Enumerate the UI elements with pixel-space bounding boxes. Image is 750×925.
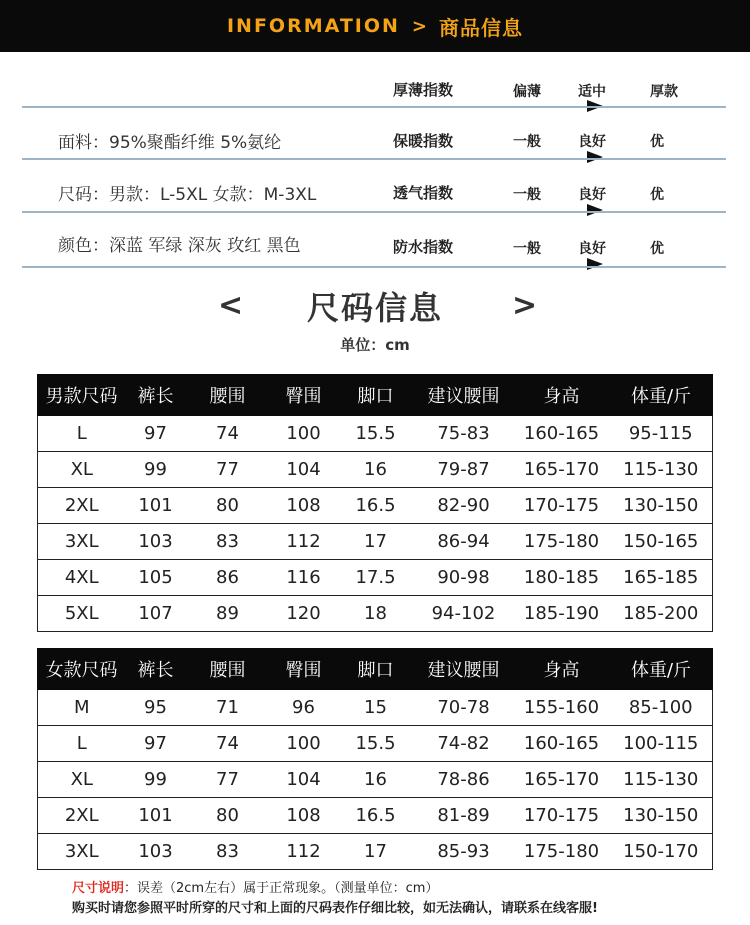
table-cell: 94-102 (414, 596, 514, 632)
table-row (38, 416, 713, 452)
table-row (38, 452, 713, 488)
table-row (38, 488, 713, 524)
table-cell: 160-165 (514, 726, 610, 762)
warmth-level-1: 一般 (513, 134, 541, 150)
mens-size-table (37, 374, 713, 632)
table-cell: L (38, 726, 126, 762)
table-row (38, 834, 713, 870)
table-cell: L (38, 416, 126, 452)
table-cell: 16 (338, 452, 414, 488)
table-cell: 130-150 (610, 488, 713, 524)
chevron-right-icon: > (512, 288, 538, 323)
table-cell: 185-190 (514, 596, 610, 632)
waterproof-index-label: 防水指数 (393, 238, 454, 256)
womens-size-table (37, 648, 713, 870)
unit-label: 单位：cm (340, 336, 410, 354)
size-info-title: 尺码信息 (306, 289, 443, 327)
purchase-note: 购买时请您参照平时所穿的尺寸和上面的尺码表作仔细比较，如无法确认，请联系在线客服! (72, 901, 598, 916)
warmth-marker-icon (587, 151, 603, 163)
table-cell: 112 (270, 834, 338, 870)
column-header: 脚口 (338, 649, 414, 690)
table-cell: 17.5 (338, 560, 414, 596)
table-cell: 101 (126, 488, 186, 524)
size-note-label: 尺寸说明 (72, 881, 125, 896)
table-cell: 96 (270, 690, 338, 726)
table-cell: 175-180 (514, 834, 610, 870)
table-cell: 18 (338, 596, 414, 632)
table-cell: 16.5 (338, 488, 414, 524)
table-cell: 74 (186, 416, 270, 452)
table-cell: 103 (126, 524, 186, 560)
table-cell: 16 (338, 762, 414, 798)
table-row (38, 560, 713, 596)
table-cell: 185-200 (610, 596, 713, 632)
table-cell: 75-83 (414, 416, 514, 452)
table-cell: 83 (186, 834, 270, 870)
table-cell: 170-175 (514, 488, 610, 524)
table-cell: 165-170 (514, 762, 610, 798)
table-cell: 3XL (38, 524, 126, 560)
table-cell: 3XL (38, 834, 126, 870)
table-cell: 80 (186, 488, 270, 524)
thickness-index-label: 厚薄指数 (393, 81, 454, 99)
column-header: 建议腰围 (414, 375, 514, 416)
table-cell: 103 (126, 834, 186, 870)
divider-line (22, 266, 726, 268)
table-cell: 89 (186, 596, 270, 632)
column-header: 脚口 (338, 375, 414, 416)
table-header-row (38, 375, 713, 416)
header-separator: > (411, 15, 428, 37)
column-header: 体重/斤 (610, 375, 713, 416)
column-header: 腰围 (186, 649, 270, 690)
table-row (38, 690, 713, 726)
table-cell: 112 (270, 524, 338, 560)
size-note-text: ：误差（2cm左右）属于正常现象。（测量单位：cm） (124, 881, 439, 896)
table-cell: 105 (126, 560, 186, 596)
column-header: 身高 (514, 649, 610, 690)
divider-line (22, 106, 726, 108)
table-row (38, 798, 713, 834)
table-cell: 2XL (38, 798, 126, 834)
column-header: 腰围 (186, 375, 270, 416)
breathability-marker-icon (587, 204, 603, 216)
table-cell: 90-98 (414, 560, 514, 596)
size-note (72, 877, 438, 896)
table-cell: 17 (338, 524, 414, 560)
table-cell: 70-78 (414, 690, 514, 726)
table-cell: 77 (186, 762, 270, 798)
header-title-cn: 商品信息 (439, 15, 524, 40)
table-cell: 108 (270, 798, 338, 834)
table-row (38, 762, 713, 798)
waterproof-level-2: 良好 (578, 241, 606, 257)
column-header: 建议腰围 (414, 649, 514, 690)
table-cell: XL (38, 452, 126, 488)
table-cell: 175-180 (514, 524, 610, 560)
table-cell: 100 (270, 416, 338, 452)
size-range-info: 尺码：男款：L-5XL 女款：M-3XL (58, 185, 317, 205)
column-header: 身高 (514, 375, 610, 416)
table-cell: 100-115 (610, 726, 713, 762)
table-cell: 4XL (38, 560, 126, 596)
column-header: 女款尺码 (38, 649, 126, 690)
table-cell: 180-185 (514, 560, 610, 596)
table-cell: 160-165 (514, 416, 610, 452)
colors-info: 颜色：深蓝 军绿 深灰 玫红 黑色 (58, 236, 301, 256)
header-title-en: INFORMATION (226, 15, 400, 37)
table-cell: 107 (126, 596, 186, 632)
table-cell: 74-82 (414, 726, 514, 762)
table-cell: 15.5 (338, 416, 414, 452)
table-header-row (38, 649, 713, 690)
thickness-level-medium: 适中 (578, 84, 606, 100)
table-cell: XL (38, 762, 126, 798)
table-cell: 150-170 (610, 834, 713, 870)
table-cell: 120 (270, 596, 338, 632)
column-header: 体重/斤 (610, 649, 713, 690)
waterproof-marker-icon (587, 258, 603, 270)
fabric-info: 面料：95%聚酯纤维 5%氨纶 (58, 133, 282, 153)
table-row (38, 596, 713, 632)
table-cell: 85-100 (610, 690, 713, 726)
table-cell: 115-130 (610, 452, 713, 488)
breathability-index-label: 透气指数 (393, 184, 454, 202)
table-cell: 74 (186, 726, 270, 762)
column-header: 裤长 (126, 375, 186, 416)
table-cell: 104 (270, 762, 338, 798)
table-cell: 16.5 (338, 798, 414, 834)
table-row (38, 524, 713, 560)
table-cell: 115-130 (610, 762, 713, 798)
column-header: 男款尺码 (38, 375, 126, 416)
table-cell: 108 (270, 488, 338, 524)
breathability-level-2: 良好 (578, 187, 606, 203)
table-cell: 78-86 (414, 762, 514, 798)
table-cell: 82-90 (414, 488, 514, 524)
table-cell: 80 (186, 798, 270, 834)
table-cell: 86 (186, 560, 270, 596)
table-row (38, 726, 713, 762)
waterproof-level-1: 一般 (513, 241, 541, 257)
thickness-level-thin: 偏薄 (513, 84, 541, 100)
table-cell: 95-115 (610, 416, 713, 452)
header-band (0, 0, 750, 52)
table-cell: 100 (270, 726, 338, 762)
table-cell: 97 (126, 726, 186, 762)
breathability-level-3: 优 (650, 187, 664, 203)
divider-line (22, 211, 726, 213)
table-cell: 101 (126, 798, 186, 834)
table-cell: 170-175 (514, 798, 610, 834)
column-header: 裤长 (126, 649, 186, 690)
table-cell: 85-93 (414, 834, 514, 870)
table-cell: 17 (338, 834, 414, 870)
breathability-level-1: 一般 (513, 187, 541, 203)
table-cell: 86-94 (414, 524, 514, 560)
column-header: 臀围 (270, 649, 338, 690)
table-cell: 77 (186, 452, 270, 488)
table-cell: 104 (270, 452, 338, 488)
thickness-level-thick: 厚款 (650, 84, 678, 100)
table-cell: 15 (338, 690, 414, 726)
table-cell: 165-170 (514, 452, 610, 488)
table-cell: 99 (126, 762, 186, 798)
table-cell: 79-87 (414, 452, 514, 488)
table-cell: 99 (126, 452, 186, 488)
chevron-left-icon: < (218, 288, 244, 323)
table-cell: 116 (270, 560, 338, 596)
table-cell: 2XL (38, 488, 126, 524)
table-cell: 130-150 (610, 798, 713, 834)
waterproof-level-3: 优 (650, 241, 664, 257)
warmth-level-2: 良好 (578, 134, 606, 150)
table-cell: 15.5 (338, 726, 414, 762)
warmth-level-3: 优 (650, 134, 664, 150)
table-cell: 95 (126, 690, 186, 726)
table-cell: 71 (186, 690, 270, 726)
table-cell: 150-165 (610, 524, 713, 560)
warmth-index-label: 保暖指数 (393, 132, 454, 150)
table-cell: 83 (186, 524, 270, 560)
table-cell: 81-89 (414, 798, 514, 834)
table-cell: 155-160 (514, 690, 610, 726)
table-cell: 165-185 (610, 560, 713, 596)
table-cell: 5XL (38, 596, 126, 632)
table-cell: M (38, 690, 126, 726)
divider-line (22, 158, 726, 160)
table-cell: 97 (126, 416, 186, 452)
column-header: 臀围 (270, 375, 338, 416)
